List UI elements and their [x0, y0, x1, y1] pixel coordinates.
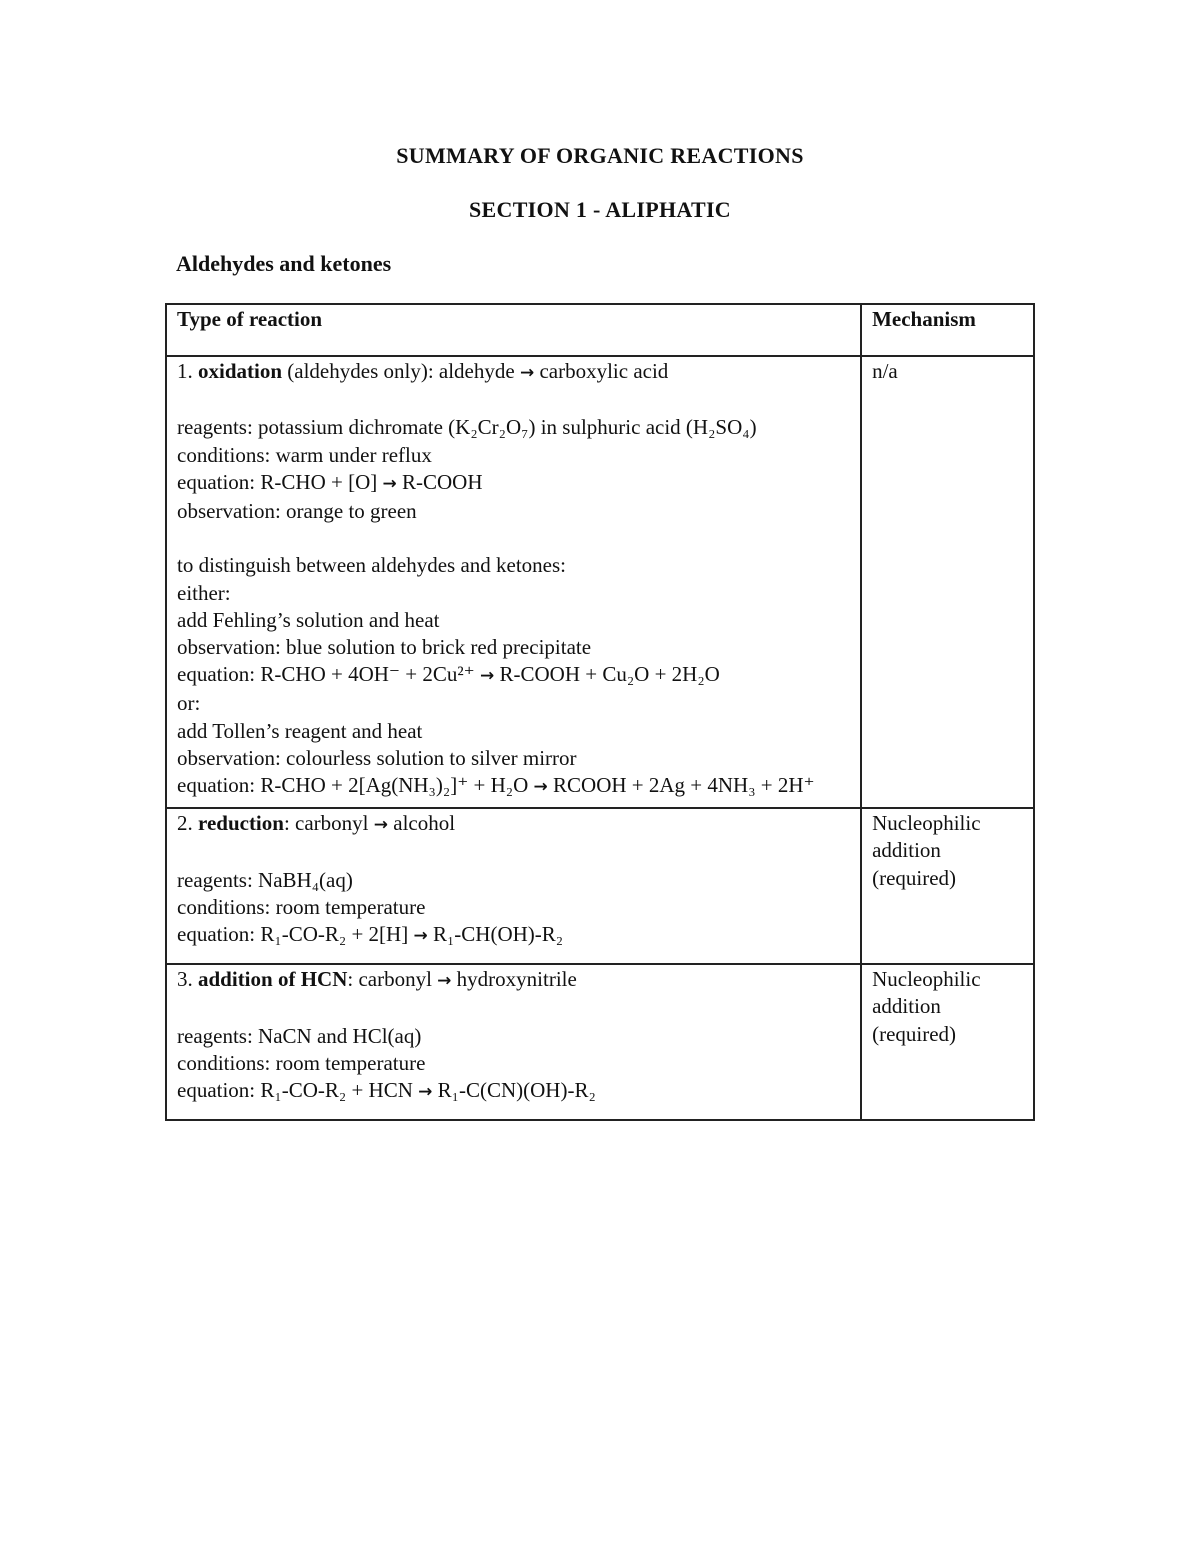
mechanism-text-line: (required): [872, 1021, 957, 1046]
mechanism-text-line: Nucleophilic: [872, 967, 981, 992]
mechanism-cell: [861, 808, 1034, 964]
equation-rhs: RCOOH + 2Ag + 4NH₃ + 2H⁺: [553, 773, 815, 798]
header-type-cell: [166, 304, 861, 356]
arrow-icon: →: [373, 815, 389, 836]
reaction-title-line: [177, 358, 850, 387]
equation-line: [177, 1077, 850, 1106]
equation-lhs: equation: R-CHO + 4OH⁻ + 2Cu²⁺: [177, 662, 475, 687]
mechanism-text: n/a: [872, 359, 898, 383]
conditions-line: conditions: warm under reflux: [177, 442, 432, 467]
equation-rhs: R₁-C(CN)(OH)-R₂: [437, 1078, 596, 1103]
mechanism-text-line: addition: [872, 994, 941, 1019]
equation-rhs: R-COOH: [401, 469, 483, 494]
equation-lhs: equation: R-CHO + [O]: [177, 469, 378, 494]
document-title: SUMMARY OF ORGANIC REACTIONS: [396, 143, 804, 168]
mechanism-text-line: addition: [872, 838, 941, 863]
equation-line: [177, 469, 850, 498]
mechanism-cell: [861, 356, 1034, 808]
reaction-lhs: : carbonyl: [347, 967, 432, 992]
arrow-icon: →: [519, 363, 535, 383]
table-row: [166, 808, 1034, 964]
reaction-name: addition of HCN: [198, 967, 348, 992]
distinguish-line: to distinguish between aldehydes and ketones:: [177, 553, 567, 578]
spacer: [177, 839, 850, 866]
table-header-row: [166, 304, 1034, 356]
reagents-line: reagents: NaCN and HCl(aq): [177, 1023, 422, 1048]
arrow-icon: →: [418, 1082, 433, 1103]
spacer: [177, 525, 850, 552]
equation-lhs: equation: R-CHO + 2[Ag(NH₃)₂]⁺ + H₂O: [177, 773, 529, 798]
reaction-number: 1.: [177, 359, 193, 383]
reaction-cell-reduction: [166, 808, 861, 964]
reaction-cell-hcn-addition: [166, 964, 861, 1120]
header-mechanism-cell: [861, 304, 1034, 356]
spacer: [177, 995, 850, 1022]
reaction-title-line: [177, 966, 850, 995]
reagents-line: reagents: potassium dichromate (K₂Cr₂O₇) in sulphuric acid (H₂SO₄): [177, 415, 757, 440]
equation-lhs: equation: R₁-CO-R₂ + HCN: [177, 1078, 413, 1103]
fehling-line: add Fehling’s solution and heat: [177, 607, 440, 632]
reactions-table: [165, 303, 1035, 1121]
header-type: Type of reaction: [177, 307, 323, 331]
observation-line: observation: orange to green: [177, 499, 417, 523]
tollen-equation-line: [177, 772, 850, 801]
equation-rhs: R₁-CH(OH)-R₂: [432, 922, 564, 947]
reaction-cell-oxidation: [166, 356, 861, 808]
reaction-title-line: [177, 810, 850, 839]
reaction-number: 3.: [177, 967, 193, 992]
fehling-observation-line: observation: blue solution to brick red precipitate: [177, 635, 592, 659]
header-mechanism: Mechanism: [872, 307, 976, 331]
reaction-number: 2.: [177, 811, 193, 836]
reaction-product: alcohol: [393, 811, 456, 836]
reaction-product: hydroxynitrile: [456, 967, 577, 992]
arrow-icon: →: [479, 666, 495, 687]
reaction-name: reduction: [198, 811, 284, 836]
reaction-name: oxidation: [198, 359, 283, 383]
mechanism-text-line: (required): [872, 865, 957, 890]
equation-rhs: R-COOH + Cu₂O + 2H₂O: [499, 662, 720, 687]
or-line: or:: [177, 691, 201, 716]
tollen-observation-line: observation: colourless solution to silver mirror: [177, 745, 577, 770]
tollen-line: add Tollen’s reagent and heat: [177, 718, 423, 743]
equation-lhs: equation: R₁-CO-R₂ + 2[H]: [177, 922, 409, 947]
reagents-line: reagents: NaBH₄(aq): [177, 867, 353, 892]
conditions-line: conditions: room temperature: [177, 894, 426, 919]
spacer: [177, 387, 850, 414]
arrow-icon: →: [413, 926, 428, 947]
reaction-product: carboxylic acid: [539, 359, 669, 383]
section-title: SECTION 1 - ALIPHATIC: [469, 197, 731, 222]
equation-line: [177, 921, 850, 950]
reaction-lhs: : carbonyl: [283, 811, 369, 836]
table-row: [166, 356, 1034, 808]
arrow-icon: →: [533, 777, 548, 798]
subheading: Aldehydes and ketones: [176, 251, 392, 276]
either-line: either:: [177, 580, 231, 605]
conditions-line: conditions: room temperature: [177, 1050, 426, 1075]
arrow-icon: →: [437, 971, 452, 992]
reaction-scope: (aldehydes only): aldehyde: [287, 359, 515, 383]
fehling-equation-line: [177, 661, 850, 690]
mechanism-text-line: Nucleophilic: [872, 811, 981, 836]
arrow-icon: →: [382, 473, 397, 494]
table-row: [166, 964, 1034, 1120]
mechanism-cell: [861, 964, 1034, 1120]
